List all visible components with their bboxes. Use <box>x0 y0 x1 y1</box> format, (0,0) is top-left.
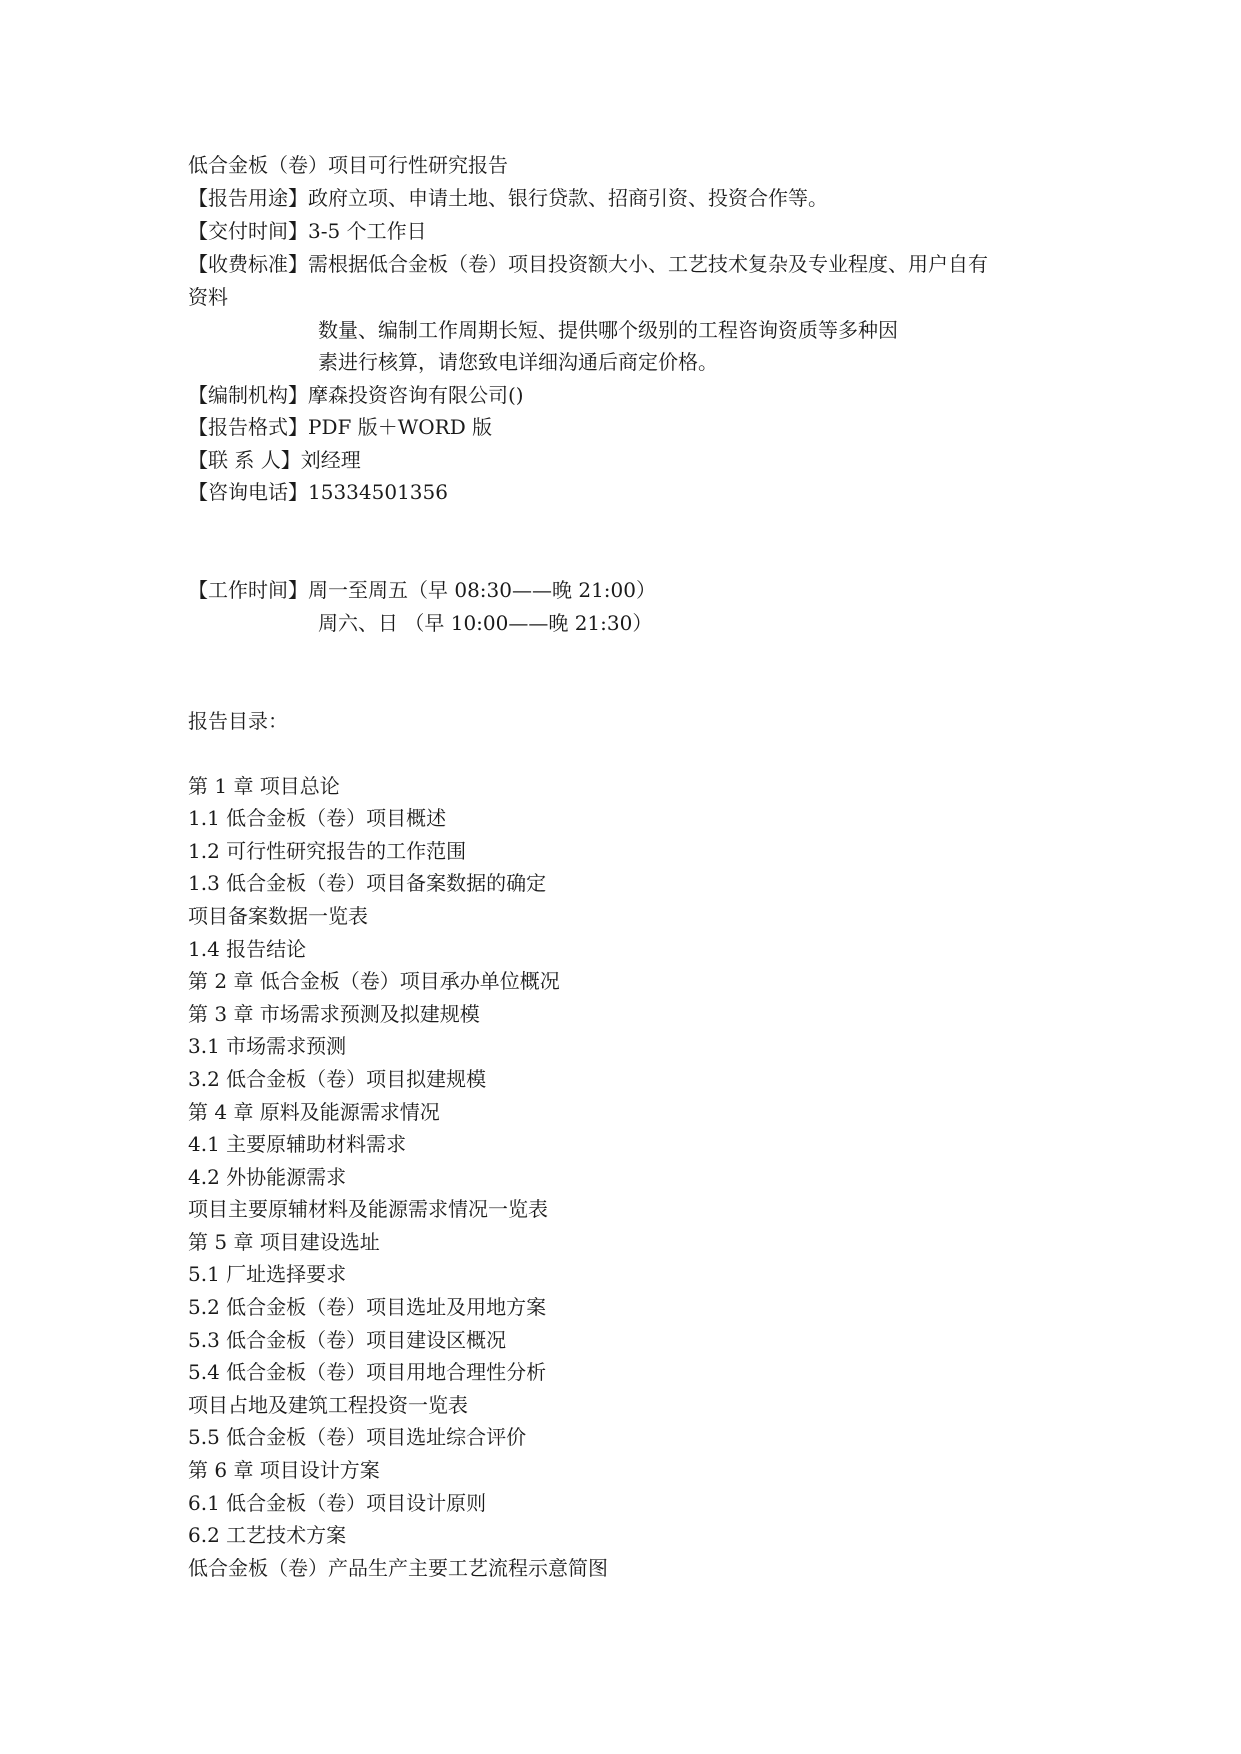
toc-item: 低合金板（卷）产品生产主要工艺流程示意简图 <box>188 1556 608 1580</box>
toc-item: 项目主要原辅材料及能源需求情况一览表 <box>188 1197 548 1221</box>
toc-item: 1.3 低合金板（卷）项目备案数据的确定 <box>188 871 547 895</box>
toc-item: 5.3 低合金板（卷）项目建设区概况 <box>188 1328 507 1352</box>
contact-person: 【联 系 人】刘经理 <box>188 448 361 472</box>
toc-item: 1.1 低合金板（卷）项目概述 <box>188 806 447 830</box>
compiling-org: 【编制机构】摩森投资咨询有限公司() <box>188 383 524 407</box>
toc-item: 5.1 厂址选择要求 <box>188 1262 347 1286</box>
toc-item: 项目备案数据一览表 <box>188 904 368 928</box>
fee-standard-detail-1: 数量、编制工作周期长短、提供哪个级别的工程咨询资质等多种因 <box>318 318 898 342</box>
toc-item: 5.4 低合金板（卷）项目用地合理性分析 <box>188 1360 547 1384</box>
toc-item: 5.5 低合金板（卷）项目选址综合评价 <box>188 1425 527 1449</box>
toc-item: 6.1 低合金板（卷）项目设计原则 <box>188 1491 487 1515</box>
toc-item: 4.1 主要原辅助材料需求 <box>188 1132 407 1156</box>
toc-item: 第 3 章 市场需求预测及拟建规模 <box>188 1002 480 1026</box>
toc-item: 第 1 章 项目总论 <box>188 774 340 798</box>
toc-item: 3.1 市场需求预测 <box>188 1034 347 1058</box>
work-hours-weekend: 周六、日 （早 10:00——晚 21:30） <box>318 611 653 635</box>
toc-item: 1.2 可行性研究报告的工作范围 <box>188 839 467 863</box>
fee-standard-detail-2: 素进行核算，请您致电详细沟通后商定价格。 <box>318 350 718 374</box>
toc-item: 1.4 报告结论 <box>188 937 307 961</box>
fee-standard: 【收费标准】需根据低合金板（卷）项目投资额大小、工艺技术复杂及专业程度、用户自有 <box>188 252 988 276</box>
toc-item: 项目占地及建筑工程投资一览表 <box>188 1393 468 1417</box>
toc-item: 第 2 章 低合金板（卷）项目承办单位概况 <box>188 969 560 993</box>
toc-item: 第 6 章 项目设计方案 <box>188 1458 380 1482</box>
toc-item: 3.2 低合金板（卷）项目拟建规模 <box>188 1067 487 1091</box>
toc-item: 第 5 章 项目建设选址 <box>188 1230 380 1254</box>
toc-item: 6.2 工艺技术方案 <box>188 1523 347 1547</box>
report-title: 低合金板（卷）项目可行性研究报告 <box>188 153 508 177</box>
toc-item: 第 4 章 原料及能源需求情况 <box>188 1100 440 1124</box>
report-format: 【报告格式】PDF 版＋WORD 版 <box>188 415 493 439</box>
report-usage: 【报告用途】政府立项、申请土地、银行贷款、招商引资、投资合作等。 <box>188 186 828 210</box>
consult-phone: 【咨询电话】15334501356 <box>188 480 448 504</box>
delivery-time: 【交付时间】3-5 个工作日 <box>188 219 427 243</box>
toc-item: 4.2 外协能源需求 <box>188 1165 347 1189</box>
work-hours-weekday: 【工作时间】周一至周五（早 08:30——晚 21:00） <box>188 578 656 602</box>
fee-standard-cont: 资料 <box>188 285 228 309</box>
toc-item: 5.2 低合金板（卷）项目选址及用地方案 <box>188 1295 547 1319</box>
toc-heading: 报告目录： <box>188 709 288 733</box>
